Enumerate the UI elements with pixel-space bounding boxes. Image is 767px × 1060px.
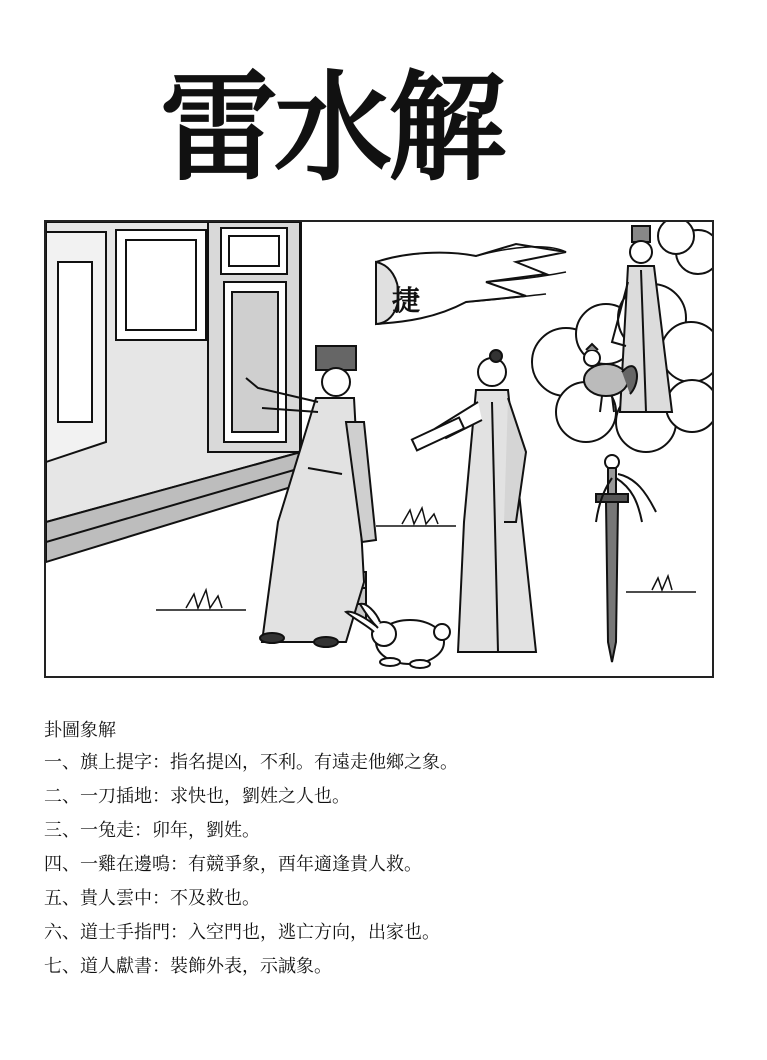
messenger-figure xyxy=(412,350,536,652)
section-heading: 卦圖象解 xyxy=(44,720,116,741)
flag xyxy=(376,244,566,324)
explanation-list xyxy=(44,746,458,984)
list-item: 七、道人獻書：裝飾外表，示誠象。 xyxy=(44,956,332,977)
hexagram-illustration xyxy=(44,220,714,678)
scroll xyxy=(412,418,464,451)
list-item: 六、道士手指門：入空門也，逃亡方向，出家也。 xyxy=(44,922,440,943)
list-item: 三、一兔走：卯年，劉姓。 xyxy=(44,820,260,841)
list-item: 一、旗上提字：指名提凶，不利。有遠走他鄉之象。 xyxy=(44,752,458,773)
sword xyxy=(596,455,656,662)
flag-text: 捷 xyxy=(392,284,421,317)
list-item: 五、貴人雲中：不及救也。 xyxy=(44,888,260,909)
clouds xyxy=(532,222,712,452)
list-item: 二、一刀插地：求快也，劉姓之人也。 xyxy=(44,786,350,807)
page-title: 雷水解 xyxy=(160,59,503,197)
list-item: 四、一雞在邊鳴：有競爭象，酉年適逢貴人救。 xyxy=(44,854,422,875)
